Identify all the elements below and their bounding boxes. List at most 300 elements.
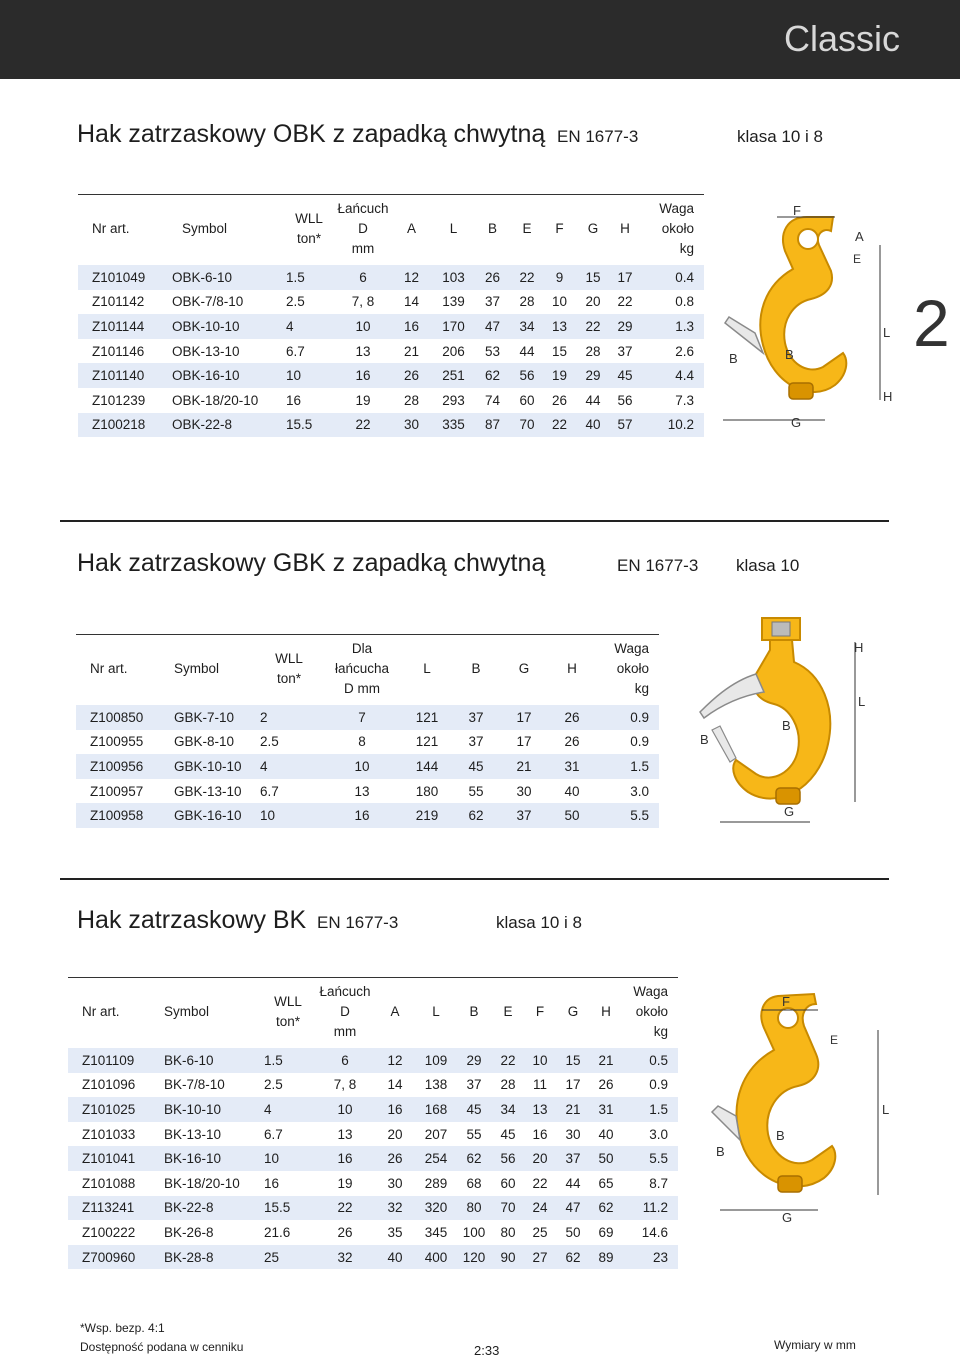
table-cell: 289 (424, 1175, 448, 1191)
table-cell: 47 (556, 1196, 590, 1221)
table-cell: 45 (456, 1097, 492, 1122)
table-cell: 26 (474, 265, 511, 290)
table-cell: Z101140 (78, 363, 158, 388)
table-cell: 17 (516, 734, 532, 750)
table-cell: GBK-10-10 (160, 754, 256, 779)
table-cell: 121 (415, 734, 439, 750)
table-cell: 26 (564, 734, 580, 750)
table-cell: 13 (524, 1097, 556, 1122)
table-cell: 10 (282, 363, 336, 388)
gbk-label-l: L (858, 694, 866, 709)
table-cell: 12 (374, 1048, 416, 1073)
table-cell: BK-22-8 (150, 1196, 260, 1221)
bk-label-b1: B (716, 1144, 725, 1159)
col-wll: WLL ton* (256, 635, 322, 706)
table-cell: 62 (590, 1196, 622, 1221)
table-cell: 13 (354, 783, 370, 799)
table-cell: 40 (564, 783, 580, 799)
table-cell: 11 (532, 1077, 547, 1093)
bk-table (68, 977, 678, 1269)
table-cell: 219 (402, 803, 452, 828)
table-cell: Z101146 (92, 343, 145, 359)
table-cell: 56 (617, 392, 633, 408)
table-cell: 28 (519, 294, 535, 310)
table-cell: 121 (402, 705, 452, 730)
gbk-label-b1: B (700, 732, 709, 747)
table-cell: BK-10-10 (150, 1097, 260, 1122)
table-cell: Z101096 (82, 1077, 136, 1093)
table-cell: 6.7 (260, 783, 279, 799)
table-cell: 1.3 (640, 314, 704, 339)
table-cell: 32 (316, 1245, 374, 1270)
table-cell: OBK-13-10 (172, 343, 240, 359)
table-cell: 6 (336, 265, 390, 290)
table-cell: 16 (286, 392, 302, 408)
table-cell: 45 (610, 363, 640, 388)
col-g: G (576, 195, 610, 266)
table-cell: Z101142 (92, 294, 145, 310)
table-cell: 29 (456, 1048, 492, 1073)
table-cell: 15.5 (260, 1196, 316, 1221)
col-f: F (543, 195, 576, 266)
table-cell: Z101144 (78, 314, 158, 339)
table-cell: 37 (466, 1077, 482, 1093)
table-cell: 29 (576, 363, 610, 388)
table-cell: 1.5 (622, 1097, 678, 1122)
gbk-standard: EN 1677-3 (617, 556, 699, 575)
table-cell: 31 (590, 1097, 622, 1122)
gbk-label-b2: B (782, 718, 791, 733)
bk-header-row (68, 978, 678, 1049)
table-cell: 16 (336, 363, 390, 388)
table-cell: Z113241 (68, 1196, 150, 1221)
col-e: E (492, 978, 524, 1049)
obk-table (78, 194, 704, 437)
footnote-safety-factor: *Wsp. bezp. 4:1 (80, 1321, 165, 1335)
table-cell: 31 (548, 754, 596, 779)
table-row (76, 705, 659, 730)
table-cell: 26 (551, 392, 568, 408)
table-cell: 254 (416, 1146, 456, 1171)
obk-title: Hak zatrzaskowy OBK z zapadką chwytną (77, 120, 546, 148)
col-waga: Waga około kg (596, 635, 659, 706)
table-cell: 16 (316, 1146, 374, 1171)
table-cell: 15 (576, 265, 610, 290)
table-cell: 22 (511, 265, 543, 290)
units-note: Wymiary w mm (774, 1338, 856, 1352)
section-divider (60, 520, 889, 522)
table-cell: 16 (532, 1126, 548, 1142)
table-cell: 16 (264, 1175, 280, 1191)
bk-class: klasa 10 i 8 (496, 913, 582, 932)
table-cell: 89 (590, 1245, 622, 1270)
table-cell: 13 (337, 1126, 353, 1142)
table-cell: OBK-16-10 (158, 363, 282, 388)
table-cell: 44 (565, 1175, 581, 1191)
table-cell: 2.5 (260, 734, 279, 750)
table-cell: OBK-22-8 (158, 413, 282, 438)
table-cell: 55 (468, 783, 484, 799)
table-cell: 2.6 (675, 343, 694, 359)
section-divider (60, 878, 889, 880)
bk-section-title (77, 906, 582, 935)
table-cell: 19 (355, 392, 371, 408)
table-cell: 335 (433, 413, 474, 438)
bk-hook-shape (712, 994, 878, 1210)
table-cell: Z100957 (90, 783, 144, 799)
table-cell: 4.4 (640, 363, 704, 388)
table-cell: 144 (402, 754, 452, 779)
chapter-number: 2 (913, 286, 950, 360)
table-cell: Z101109 (68, 1048, 150, 1073)
table-cell: 5.5 (596, 803, 659, 828)
table-cell: 4 (256, 754, 322, 779)
table-cell: 3.0 (630, 783, 649, 799)
table-cell: 74 (484, 392, 501, 408)
col-symbol: Symbol (160, 635, 256, 706)
obk-class: klasa 10 i 8 (737, 127, 823, 146)
table-cell: 10 (256, 803, 322, 828)
table-cell: 28 (500, 1077, 516, 1093)
table-cell: 109 (416, 1048, 456, 1073)
gbk-table (76, 634, 659, 828)
table-row (78, 339, 704, 364)
table-cell: 70 (511, 413, 543, 438)
obk-label-g: G (791, 415, 802, 430)
obk-hook-shape (723, 217, 880, 420)
table-cell: 21 (500, 754, 548, 779)
table-cell: 87 (474, 413, 511, 438)
table-cell: 6.7 (264, 1126, 283, 1142)
table-cell: 6 (316, 1048, 374, 1073)
table-cell: 28 (403, 392, 420, 408)
table-cell: 26 (337, 1224, 353, 1240)
table-cell: 21.6 (264, 1224, 291, 1240)
table-cell: 10 (316, 1097, 374, 1122)
table-cell: 19 (337, 1175, 353, 1191)
table-cell: 70 (492, 1196, 524, 1221)
table-cell: 22 (543, 413, 576, 438)
col-l: L (402, 635, 452, 706)
table-cell: 45 (452, 754, 500, 779)
table-cell: 22 (532, 1175, 548, 1191)
table-cell: 8 (358, 734, 366, 750)
table-cell: 17 (610, 265, 640, 290)
table-cell: 15 (556, 1048, 590, 1073)
table-cell: 1.5 (282, 265, 336, 290)
table-cell: 16 (322, 803, 402, 828)
table-cell: 168 (416, 1097, 456, 1122)
table-cell: GBK-16-10 (160, 803, 256, 828)
table-cell: 8.7 (649, 1175, 668, 1191)
table-row (68, 1097, 678, 1122)
table-cell: BK-13-10 (164, 1126, 222, 1142)
obk-label-f: F (793, 205, 801, 218)
table-cell: 37 (468, 734, 484, 750)
table-cell: OBK-10-10 (158, 314, 282, 339)
table-cell: 10 (336, 314, 390, 339)
table-cell: 12 (390, 265, 433, 290)
table-cell: 4 (282, 314, 336, 339)
table-cell: 37 (500, 803, 548, 828)
table-cell: 30 (565, 1126, 581, 1142)
table-cell: BK-6-10 (150, 1048, 260, 1073)
table-cell: Z101033 (82, 1126, 136, 1142)
table-cell: 62 (556, 1245, 590, 1270)
table-cell: 7 (322, 705, 402, 730)
table-cell: 29 (610, 314, 640, 339)
table-cell: 40 (374, 1245, 416, 1270)
table-cell: 37 (617, 343, 633, 359)
table-row (78, 363, 704, 388)
table-cell: 25 (260, 1245, 316, 1270)
table-cell: 1.5 (260, 1048, 316, 1073)
table-row (68, 1196, 678, 1221)
col-symbol: Symbol (150, 978, 260, 1049)
col-nr: Nr art. (76, 635, 160, 706)
table-cell: 28 (585, 343, 601, 359)
table-cell: Z100218 (78, 413, 158, 438)
table-cell: 50 (565, 1224, 581, 1240)
table-cell: 55 (466, 1126, 482, 1142)
table-cell: BK-28-8 (150, 1245, 260, 1270)
col-a: A (390, 195, 433, 266)
table-cell: 5.5 (622, 1146, 678, 1171)
table-cell: 22 (617, 294, 633, 310)
table-cell: 120 (456, 1245, 492, 1270)
col-g: G (556, 978, 590, 1049)
table-cell: 6.7 (286, 343, 305, 359)
col-waga: Waga około kg (622, 978, 678, 1049)
table-cell: OBK-7/8-10 (172, 294, 244, 310)
table-cell: Z101239 (92, 392, 146, 408)
brand-title: Classic (783, 18, 900, 59)
bk-label-e: E (830, 1033, 839, 1047)
col-b: B (456, 978, 492, 1049)
table-cell: 50 (590, 1146, 622, 1171)
table-cell: 103 (433, 265, 474, 290)
col-d: Łańcuch D mm (316, 978, 374, 1049)
table-cell: 21 (556, 1097, 590, 1122)
table-row (68, 1073, 678, 1098)
bk-standard: EN 1677-3 (317, 913, 399, 932)
table-cell: 34 (492, 1097, 524, 1122)
table-cell: 17 (565, 1077, 581, 1093)
table-cell: BK-7/8-10 (164, 1077, 225, 1093)
col-a: A (374, 978, 416, 1049)
gbk-label-g: G (784, 804, 795, 819)
col-g: G (500, 635, 548, 706)
table-row (68, 1146, 678, 1171)
bk-hook-diagram (700, 990, 900, 1230)
col-h: H (548, 635, 596, 706)
table-cell: 60 (500, 1175, 516, 1191)
table-row (78, 314, 704, 339)
table-cell: 21 (403, 343, 420, 359)
table-cell: 15 (551, 343, 568, 359)
table-cell: Z100958 (76, 803, 160, 828)
table-cell: 68 (466, 1175, 482, 1191)
footnote-availability: Dostępność podana w cenniku (80, 1340, 244, 1354)
obk-header-row (78, 195, 704, 266)
table-cell: 34 (511, 314, 543, 339)
table-cell: 69 (598, 1224, 614, 1240)
table-cell: 10 (260, 1146, 316, 1171)
table-cell: 293 (442, 392, 465, 408)
col-d: Łańcuch D mm (336, 195, 390, 266)
obk-label-e: E (853, 252, 862, 266)
table-cell: 65 (598, 1175, 614, 1191)
table-cell: 24 (524, 1196, 556, 1221)
table-cell: 7, 8 (333, 1077, 357, 1093)
table-cell: 2 (256, 705, 322, 730)
table-cell: 9 (543, 265, 576, 290)
table-cell: 90 (492, 1245, 524, 1270)
table-cell: 0.4 (640, 265, 704, 290)
table-row (68, 1220, 678, 1245)
table-cell: 180 (415, 783, 439, 799)
table-cell: 62 (452, 803, 500, 828)
table-cell: 80 (500, 1224, 516, 1240)
table-cell: Z100850 (76, 705, 160, 730)
table-cell: 21 (590, 1048, 622, 1073)
table-cell: 345 (424, 1224, 448, 1240)
table-cell: Z100956 (76, 754, 160, 779)
table-cell: 1.5 (596, 754, 659, 779)
gbk-title: Hak zatrzaskowy GBK z zapadką chwytną (77, 549, 546, 577)
table-row (76, 803, 659, 828)
col-wll: WLL ton* (260, 978, 316, 1049)
table-cell: 0.9 (596, 705, 659, 730)
obk-section-title (77, 120, 823, 149)
obk-label-b2: B (785, 347, 794, 362)
table-cell: 56 (511, 363, 543, 388)
gbk-label-h: H (854, 640, 864, 655)
table-row (68, 1122, 678, 1147)
gbk-header-row (76, 635, 659, 706)
table-cell: 50 (548, 803, 596, 828)
table-cell: 22 (336, 413, 390, 438)
table-cell: 27 (524, 1245, 556, 1270)
table-row (78, 265, 704, 290)
table-cell: 44 (585, 392, 601, 408)
col-symbol: Symbol (158, 195, 282, 266)
table-row (68, 1048, 678, 1073)
table-cell: 170 (433, 314, 474, 339)
table-cell: 26 (374, 1146, 416, 1171)
table-cell: 40 (576, 413, 610, 438)
table-cell: 251 (433, 363, 474, 388)
col-nr: Nr art. (78, 195, 158, 266)
col-waga: Waga około kg (640, 195, 704, 266)
table-cell: 62 (474, 363, 511, 388)
col-l: L (416, 978, 456, 1049)
table-cell: 53 (484, 343, 501, 359)
table-cell: GBK-7-10 (160, 705, 256, 730)
table-cell: Z101088 (82, 1175, 136, 1191)
table-cell: 22 (576, 314, 610, 339)
col-b: B (452, 635, 500, 706)
table-cell: 60 (519, 392, 535, 408)
table-cell: 7.3 (675, 392, 694, 408)
table-cell: 26 (548, 705, 596, 730)
bk-label-g: G (782, 1210, 793, 1225)
obk-label-l: L (883, 325, 891, 340)
table-cell: 10 (551, 294, 568, 310)
table-cell: 45 (500, 1126, 516, 1142)
bk-label-l: L (882, 1102, 890, 1117)
table-cell: 10.2 (640, 413, 704, 438)
col-l: L (433, 195, 474, 266)
table-cell: Z100955 (90, 734, 144, 750)
table-cell: 32 (374, 1196, 416, 1221)
col-nr: Nr art. (68, 978, 150, 1049)
table-row (76, 779, 659, 804)
table-cell: OBK-6-10 (158, 265, 282, 290)
table-cell: 100 (462, 1224, 486, 1240)
table-cell: 80 (456, 1196, 492, 1221)
table-cell: 19 (543, 363, 576, 388)
table-cell: GBK-13-10 (174, 783, 242, 799)
obk-label-b1: B (729, 351, 738, 366)
table-row (78, 388, 704, 413)
page-number: 2:33 (474, 1343, 500, 1358)
table-cell: Z700960 (68, 1245, 150, 1270)
obk-label-a: A (855, 229, 864, 244)
table-cell: 30 (387, 1175, 403, 1191)
col-h: H (590, 978, 622, 1049)
table-cell: 20 (387, 1126, 403, 1142)
col-wll: WLL ton* (282, 195, 336, 266)
table-cell: 57 (610, 413, 640, 438)
table-cell: 40 (598, 1126, 614, 1142)
col-f: F (524, 978, 556, 1049)
table-cell: 47 (474, 314, 511, 339)
table-cell: BK-16-10 (150, 1146, 260, 1171)
table-cell: 20 (524, 1146, 556, 1171)
table-cell: 26 (598, 1077, 614, 1093)
table-cell: 0.9 (630, 734, 649, 750)
table-cell: 0.9 (649, 1077, 668, 1093)
table-cell: 20 (585, 294, 601, 310)
table-cell: 30 (390, 413, 433, 438)
col-b: B (474, 195, 511, 266)
table-cell: 16 (390, 314, 433, 339)
table-cell: 139 (442, 294, 465, 310)
table-cell: 206 (442, 343, 465, 359)
table-cell: 16 (374, 1097, 416, 1122)
gbk-hook-diagram (690, 612, 890, 837)
table-cell: 207 (424, 1126, 448, 1142)
table-cell: 14 (403, 294, 420, 310)
table-cell: 35 (387, 1224, 403, 1240)
bk-label-b2: B (776, 1128, 785, 1143)
table-cell: BK-26-8 (164, 1224, 214, 1240)
table-row (76, 730, 659, 755)
table-cell: GBK-8-10 (174, 734, 235, 750)
table-cell: 15.5 (282, 413, 336, 438)
table-cell: 320 (416, 1196, 456, 1221)
table-cell: 56 (492, 1146, 524, 1171)
gbk-hook-shape (700, 618, 855, 822)
table-cell: 4 (260, 1097, 316, 1122)
table-cell: 23 (622, 1245, 678, 1270)
bk-label-f: F (782, 994, 790, 1009)
table-cell: BK-18/20-10 (164, 1175, 240, 1191)
table-cell: Z100222 (82, 1224, 136, 1240)
table-cell: 17 (500, 705, 548, 730)
table-cell: 0.8 (675, 294, 694, 310)
